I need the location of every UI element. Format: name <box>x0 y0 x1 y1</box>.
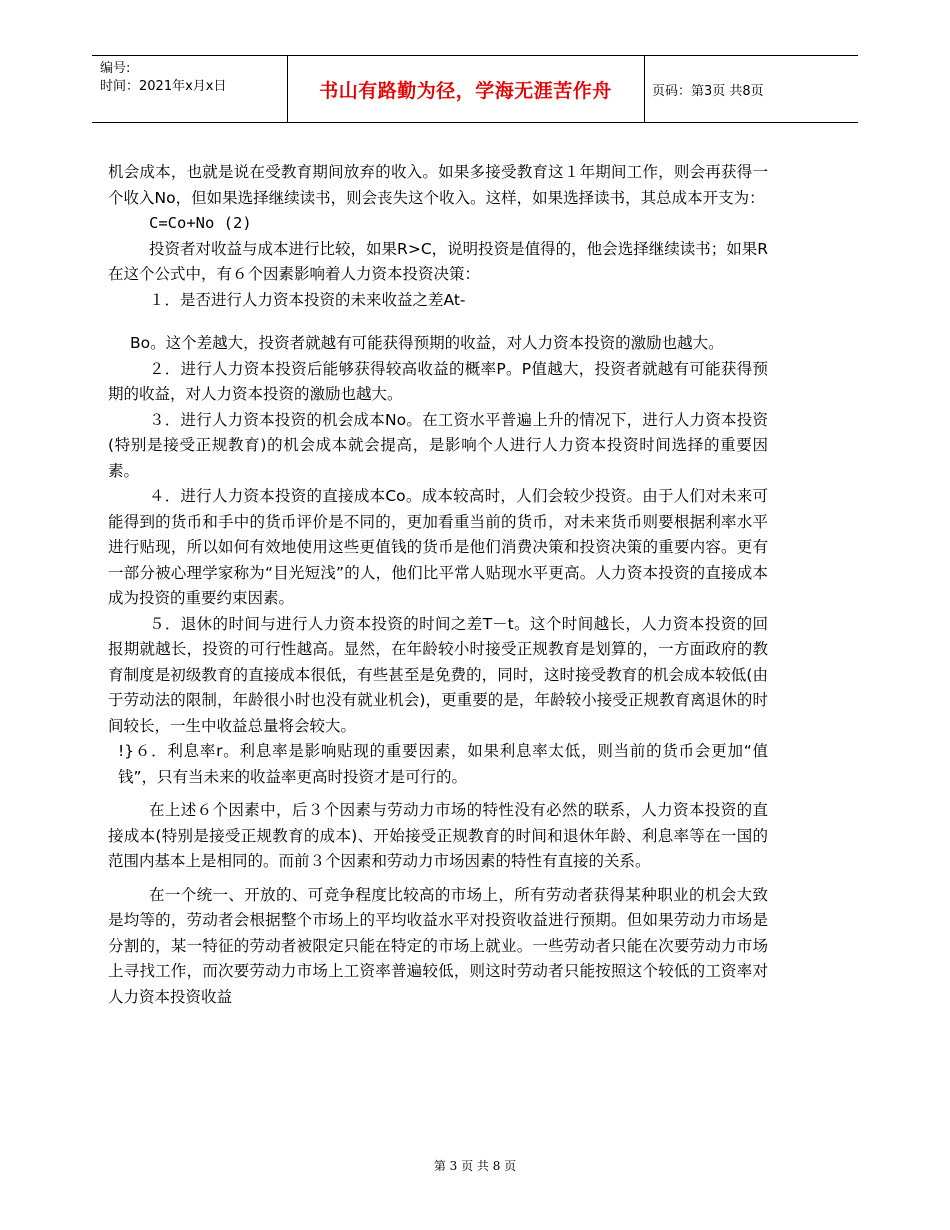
time-label: 时间：2021年x月x日 <box>100 79 227 94</box>
header-motto: 书山有路勤为径，学海无涯苦作舟 <box>287 56 645 122</box>
header-page-info: 页码：第3页 共8页 <box>652 83 764 99</box>
list-item: ４．进行人力资本投资的直接成本Co。成本较高时，人们会较少投资。由于人们对未来可能得到的货币和手中的货币评价是不同的，更加看重当前的货币，对未来货币则要根据利率水平进行贴现，所以如何有效地使用这些更值钱的货币是他们消费决策和投资决策的重要内容。更有一部分被心理学家称为“目光短浅”的人，他们比平常人贴现水平更高。人力资本投资的直接成本成为投资的重要约束因素。 <box>108 487 768 607</box>
paragraph: 在上述６个因素中，后３个因素与劳动力市场的特性没有必然的联系，人力资本投资的直接成本(特别是接受正规教育的成本)、开始接受正规教育的时间和退休年龄、利息率等在一国的范围内基本上是相同的。而前３个因素和劳动力市场因素的特性有直接的关系。 <box>108 801 768 870</box>
header-meta <box>92 56 288 122</box>
paragraph: 在一个统一、开放的、可竞争程度比较高的市场上，所有劳动者获得某种职业的机会大致是均等的，劳动者会根据整个市场上的平均收益水平对投资收益进行预期。但如果劳动力市场是分割的，某一特征的劳动者被限定只能在特定的市场上就业。一些劳动者只能在次要劳动力市场上寻找工作，而次要劳动力市场上工资率普遍较低，则这时劳动者只能按照这个较低的工资率对人力资本投资收益 <box>108 885 768 1006</box>
paragraph: Bo。这个差越大，投资者就越有可能获得预期的收益，对人力资本投资的激励也越大。 <box>130 334 724 352</box>
paragraph: 机会成本，也就是说在受教育期间放弃的收入。如果多接受教育这１年期间工作，则会再获得一个收入No，但如果选择继续读书，则会丧失这个收入。这样，如果选择读书，其总成本开支为： <box>108 163 768 207</box>
list-item: ３．进行人力资本投资的机会成本No。在工资水平普遍上升的情况下，进行人力资本投资(特别是接受正规教育)的机会成本就会提高，是影响个人进行人力资本投资时间选择的重要因素。 <box>108 410 768 480</box>
list-item: １．是否进行人力资本投资的未来收益之差At- <box>149 290 466 309</box>
page-footer: 第 3 页 共 8 页 <box>433 1159 517 1173</box>
paragraph: 投资者对收益与成本进行比较，如果R>C，说明投资是值得的，他会选择继续读书；如果R 在这个公式中，有６个因素影响着人力资本投资决策： <box>108 239 768 283</box>
page-header <box>92 55 858 123</box>
document-body <box>108 160 768 1010</box>
number-label: 编号: <box>100 61 131 76</box>
list-item: ２．进行人力资本投资后能够获得较高收益的概率P。P值越大，投资者就越有可能获得预期的收益，对人力资本投资的激励也越大。 <box>108 359 768 403</box>
formula: C=Co+No (2) <box>149 214 252 232</box>
list-item: ５．退休的时间与进行人力资本投资的时间之差T－t。这个时间越长，人力资本投资的回报期就越长，投资的可行性越高。显然，在年龄较小时接受正规教育是划算的，一方面政府的教育制度是初级教育的直接成本很低，有些甚至是免费的，同时，这时接受教育的机会成本较低(由于劳动法的限制，年龄很小时也没有就业机会)，更重要的是，年龄较小接受正规教育离退休的时间较长，一生中收益总量将会较大。 <box>108 614 768 735</box>
list-item: !}６．利息率r。利息率是影响贴现的重要因素，如果利息率太低，则当前的货币会更加“值钱”，只有当未来的收益率更高时投资才是可行的。 <box>118 742 768 786</box>
